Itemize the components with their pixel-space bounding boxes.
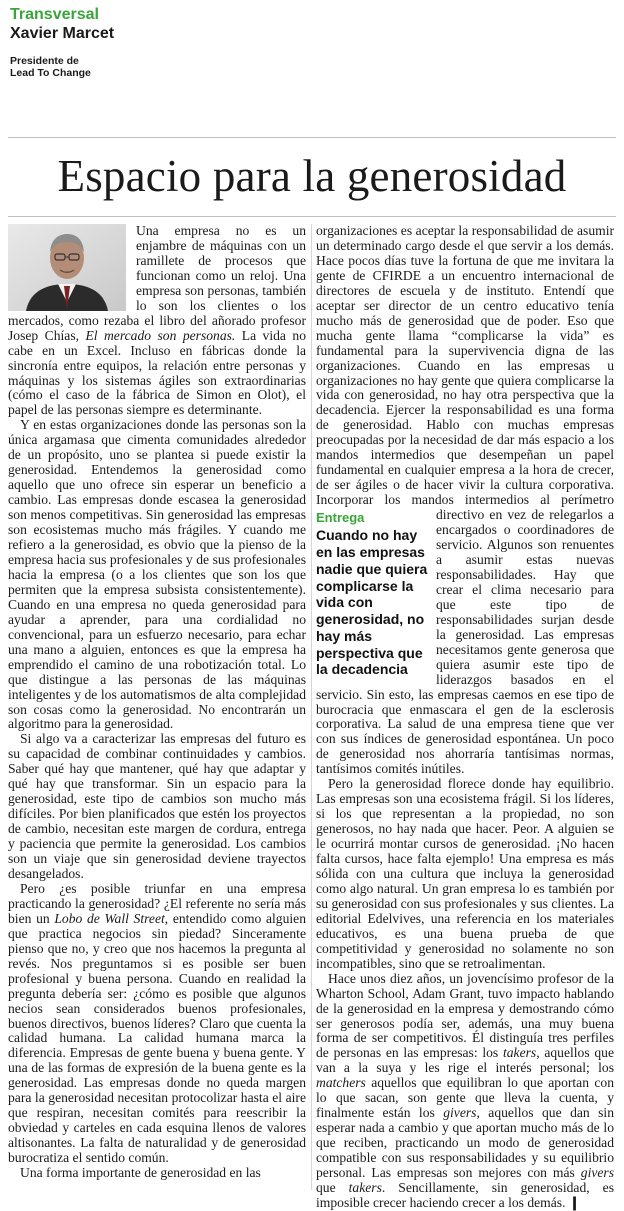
paragraph-5-continued: organizaciones es aceptar la responsabilidad de asumir un determinado cargo desde el que servir a los demás. Hace pocos días tuve la fortuna de que me invitara la gente de CFIRDE a un encuentro internacional de directores de escuela y de instituto. Entendí que aceptar ser director de un centro educativo tenía mucho más de generosidad que de poder. Eso que mucha gente llama “complicarse la vida” es fundamental para la supervivencia digna de las organizaciones. Cuando en las empresas u organizaciones no hay gente que quiera complicarse la vida con generosidad, no hay otra perspectiva que la decadencia. Ejercer la responsabilidad es una forma de generosidad. Hablo con muchas empresas preocupadas por la necesidad de dar más espacio a los mandos intermedios que desempeñan un papel fundamental en cualquier empresa a la hora de crecer, de ser ágiles o de hacer vivir la cultura corporativa. Incorporar los mandos intermedios al perímetro Entrega Cuando no hay en las empresas nadie que quiera complicarse la vida con generosidad, no hay más perspectiva que la decadencia directivo en vez de relegarlos a encargados o coordinadores de servicio. Algunos son renuentes a asumir estas nuevas responsabilidades. Hay que crear el clima necesario para que este tipo de responsabilidades surjan desde la generosidad. Las empresas necesitamos gente generosa que quiera asumir este tipo de liderazgos basados en el servicio. Sin esto, las empresas caemos en ese tipo de burocracia que enmascara el gen de la esclerosis corporativa. La salud de una empresa tiene que ver con sus índices de generosidad espontánea. Un poco de generosidad nos ahorraría tantísimas normas, tantísimos comités inútiles.	[316, 223, 614, 777]
paragraph-2: Y en estas organizaciones donde las personas son la única argamasa que cimenta comunidades alrededor de un propósito, uno se plantea si puede existir la generosidad. Entendemos la generosidad como aquello que uno ofrece sin esperar un beneficio a cambio. Las empresas donde escasea la generosidad son menos competitivas. Sin generosidad las empresas son ecosistemas mucho más frágiles. Y cuando me refiero a la generosidad, es obvio que la pienso de la empresa hacia sus profesionales y de sus profesionales hacia la empresa (o a los clientes que son los que permiten que la empresa subsista consistentemente). Cuando en una empresa no queda generosidad para ayudar a aprender, para una cordialidad no convencional, para un esfuerzo necesario, para echar una mano a alguien, entonces es que la empresa ha emprendido el camino de una robotización total. Lo que distingue a las personas de las máquinas inteligentes y de los automatismos de alta complejidad son cosas como la generosidad. No encontrarán un algoritmo para la generosidad.	[8, 417, 306, 732]
paragraph-1-tail: La vida no cabe en un Excel. Incluso en fábricas donde la sincronía entre equipos, la relación entre personas y máquinas y los sistemas ágiles son extraordinarias (cómo el caso de la fábrica de Simon en Olot), el papel de las personas siempre es determinante.	[8, 327, 306, 418]
paragraph-7-part-f: . Sencillamente, sin generosidad, es imposible crecer haciendo crecer a los demás.	[316, 1180, 614, 1210]
paragraph-5: Una forma importante de generosidad en las	[20, 1165, 261, 1181]
end-mark: ❙	[568, 1194, 581, 1210]
author-role-line-1: Presidente de	[10, 55, 79, 67]
pull-quote-text: Cuando no hay en las empresas nadie que quiera complicarse la vida con generosidad, no hay más perspectiva que la decadencia	[316, 527, 428, 678]
term-takers-2: takers	[348, 1180, 382, 1195]
section-label: Transversal	[10, 6, 99, 23]
paragraph-1-text: Una empresa no es un enjambre de máquinas con un ramillete de procesos que funcionan como un reloj. Una empresa son personas, también lo son los clientes o los mercados, como rezaba el libro del añorado profesor Josep Chías,	[8, 223, 306, 343]
paragraph-7	[316, 972, 614, 1211]
paragraph-6: Pero la generosidad florece donde hay equilibrio. Las empresas son una ecosistema frágil. Si los líderes, si los que representan a la propiedad, no son generosos, no hay nada que hacer. Peor. A alguien se le ocurrirá montar cursos de generosidad. ¡No hacen falta cursos, hace falta ejemplo! Una empresa es más sólida con una cultura que incluya la generosidad como algo natural. Un gran empresa lo es también por su generosidad con sus profesionales y sus clientes. La editorial Edelvives, una referencia en los materiales educativos, es una buena prueba de que competitividad y generosidad no solamente no son incompatibles, sino que se retroalimentan.	[316, 776, 614, 971]
term-givers: givers	[443, 1105, 477, 1121]
paragraph-7-part-c: aquellos que equilibran lo que aportan con lo que sacan, son gente que lleva la cuenta, y finalmente están los	[316, 1075, 614, 1121]
pull-quote	[316, 508, 428, 678]
term-takers: takers	[502, 1045, 537, 1061]
paragraph-4-tail: , entendido como alguien que practica negocios sin piedad? Sinceramente pienso que no, y creo que nos hacemos la pregunta al revés. Nos preguntamos si es posible ser buen profesional y buena persona. Cuando en realidad la pregunta debería ser: ¿cómo es posible que algunos necios sean considerados buenos profesionales, buenos directivos, buenos líderes? Claro que cuenta la calidad humana. La calidad humana marca la diferencia. Empresas de gente buena y buena gente. Y una de las formas de expresión de la buena gente es la generosidad. Las empresas donde no queda margen para la generosidad necesitan protocolizar hasta el aire que respiran, necesitan comités para reescribir la obviedad y carteles en cada esquina llenos de valores altisonantes. La falta de naturalidad y de generosidad burocratiza el sentido común.	[8, 910, 306, 1166]
film-title: Lobo de Wall Street	[54, 910, 165, 926]
headline: Espacio para la generosidad	[57, 151, 567, 201]
paragraph-7-part-e: que	[316, 1180, 349, 1195]
author-portrait-icon	[8, 224, 126, 311]
article-header	[10, 6, 310, 79]
term-matchers: matchers	[316, 1075, 366, 1091]
article-column-right	[316, 223, 615, 1210]
book-title: El mercado son personas.	[85, 327, 236, 343]
column-divider	[311, 224, 312, 1190]
paragraph-7-text: Hace unos diez años, un jovencísimo profesor de la Wharton School, Adam Grant, tuvo impacto hablando de la generosidad en la empresa y demostrando cómo ser generosos podía ser, además, una muy buena forma de ser competitivos. Él distinguía tres perfiles de personas en las empresas: los	[316, 970, 614, 1061]
paragraph-7-part-b: , aquellos que van a la suya y les rige el interés personal; los	[316, 1045, 615, 1076]
top-divider	[8, 137, 616, 138]
pull-quote-tag: Entrega	[316, 510, 365, 526]
author-role	[10, 55, 310, 79]
author-name: Xavier Marcet	[10, 25, 115, 42]
term-givers-2: givers	[580, 1165, 614, 1181]
paragraph-4	[8, 882, 306, 1166]
article-column-left	[8, 224, 306, 1192]
author-role-line-2: Lead To Change	[10, 67, 91, 79]
paragraph-4-text: Pero ¿es posible triunfar en una empresa practicando la generosidad? ¿El referente no sería más bien un	[8, 880, 306, 926]
paragraph-7-part-d: , aquellos que dan sin esperar nada a cambio y que aportan mucho más de lo que reciben, practicando un modo de generosidad compatible con sus responsabilidades y su equilibrio personal. Las empresas son mejores con más	[316, 1105, 614, 1181]
headline-divider	[8, 216, 616, 217]
paragraph-3: Si algo va a caracterizar las empresas del futuro es su capacidad de combinar continuidades y cambios. Saber qué hay que mantener, qué hay que adaptar y qué hay que transformar. Sin un espacio para la generosidad, este tipo de cambios son mucho más difíciles. Por bien planificados que estén los proyectos de cambio, necesitan este margen de cordura, entrega y paciencia que permite la generosidad. Los cambios son un viaje que sin generosidad deviene trayectos desangelados.	[8, 731, 306, 881]
